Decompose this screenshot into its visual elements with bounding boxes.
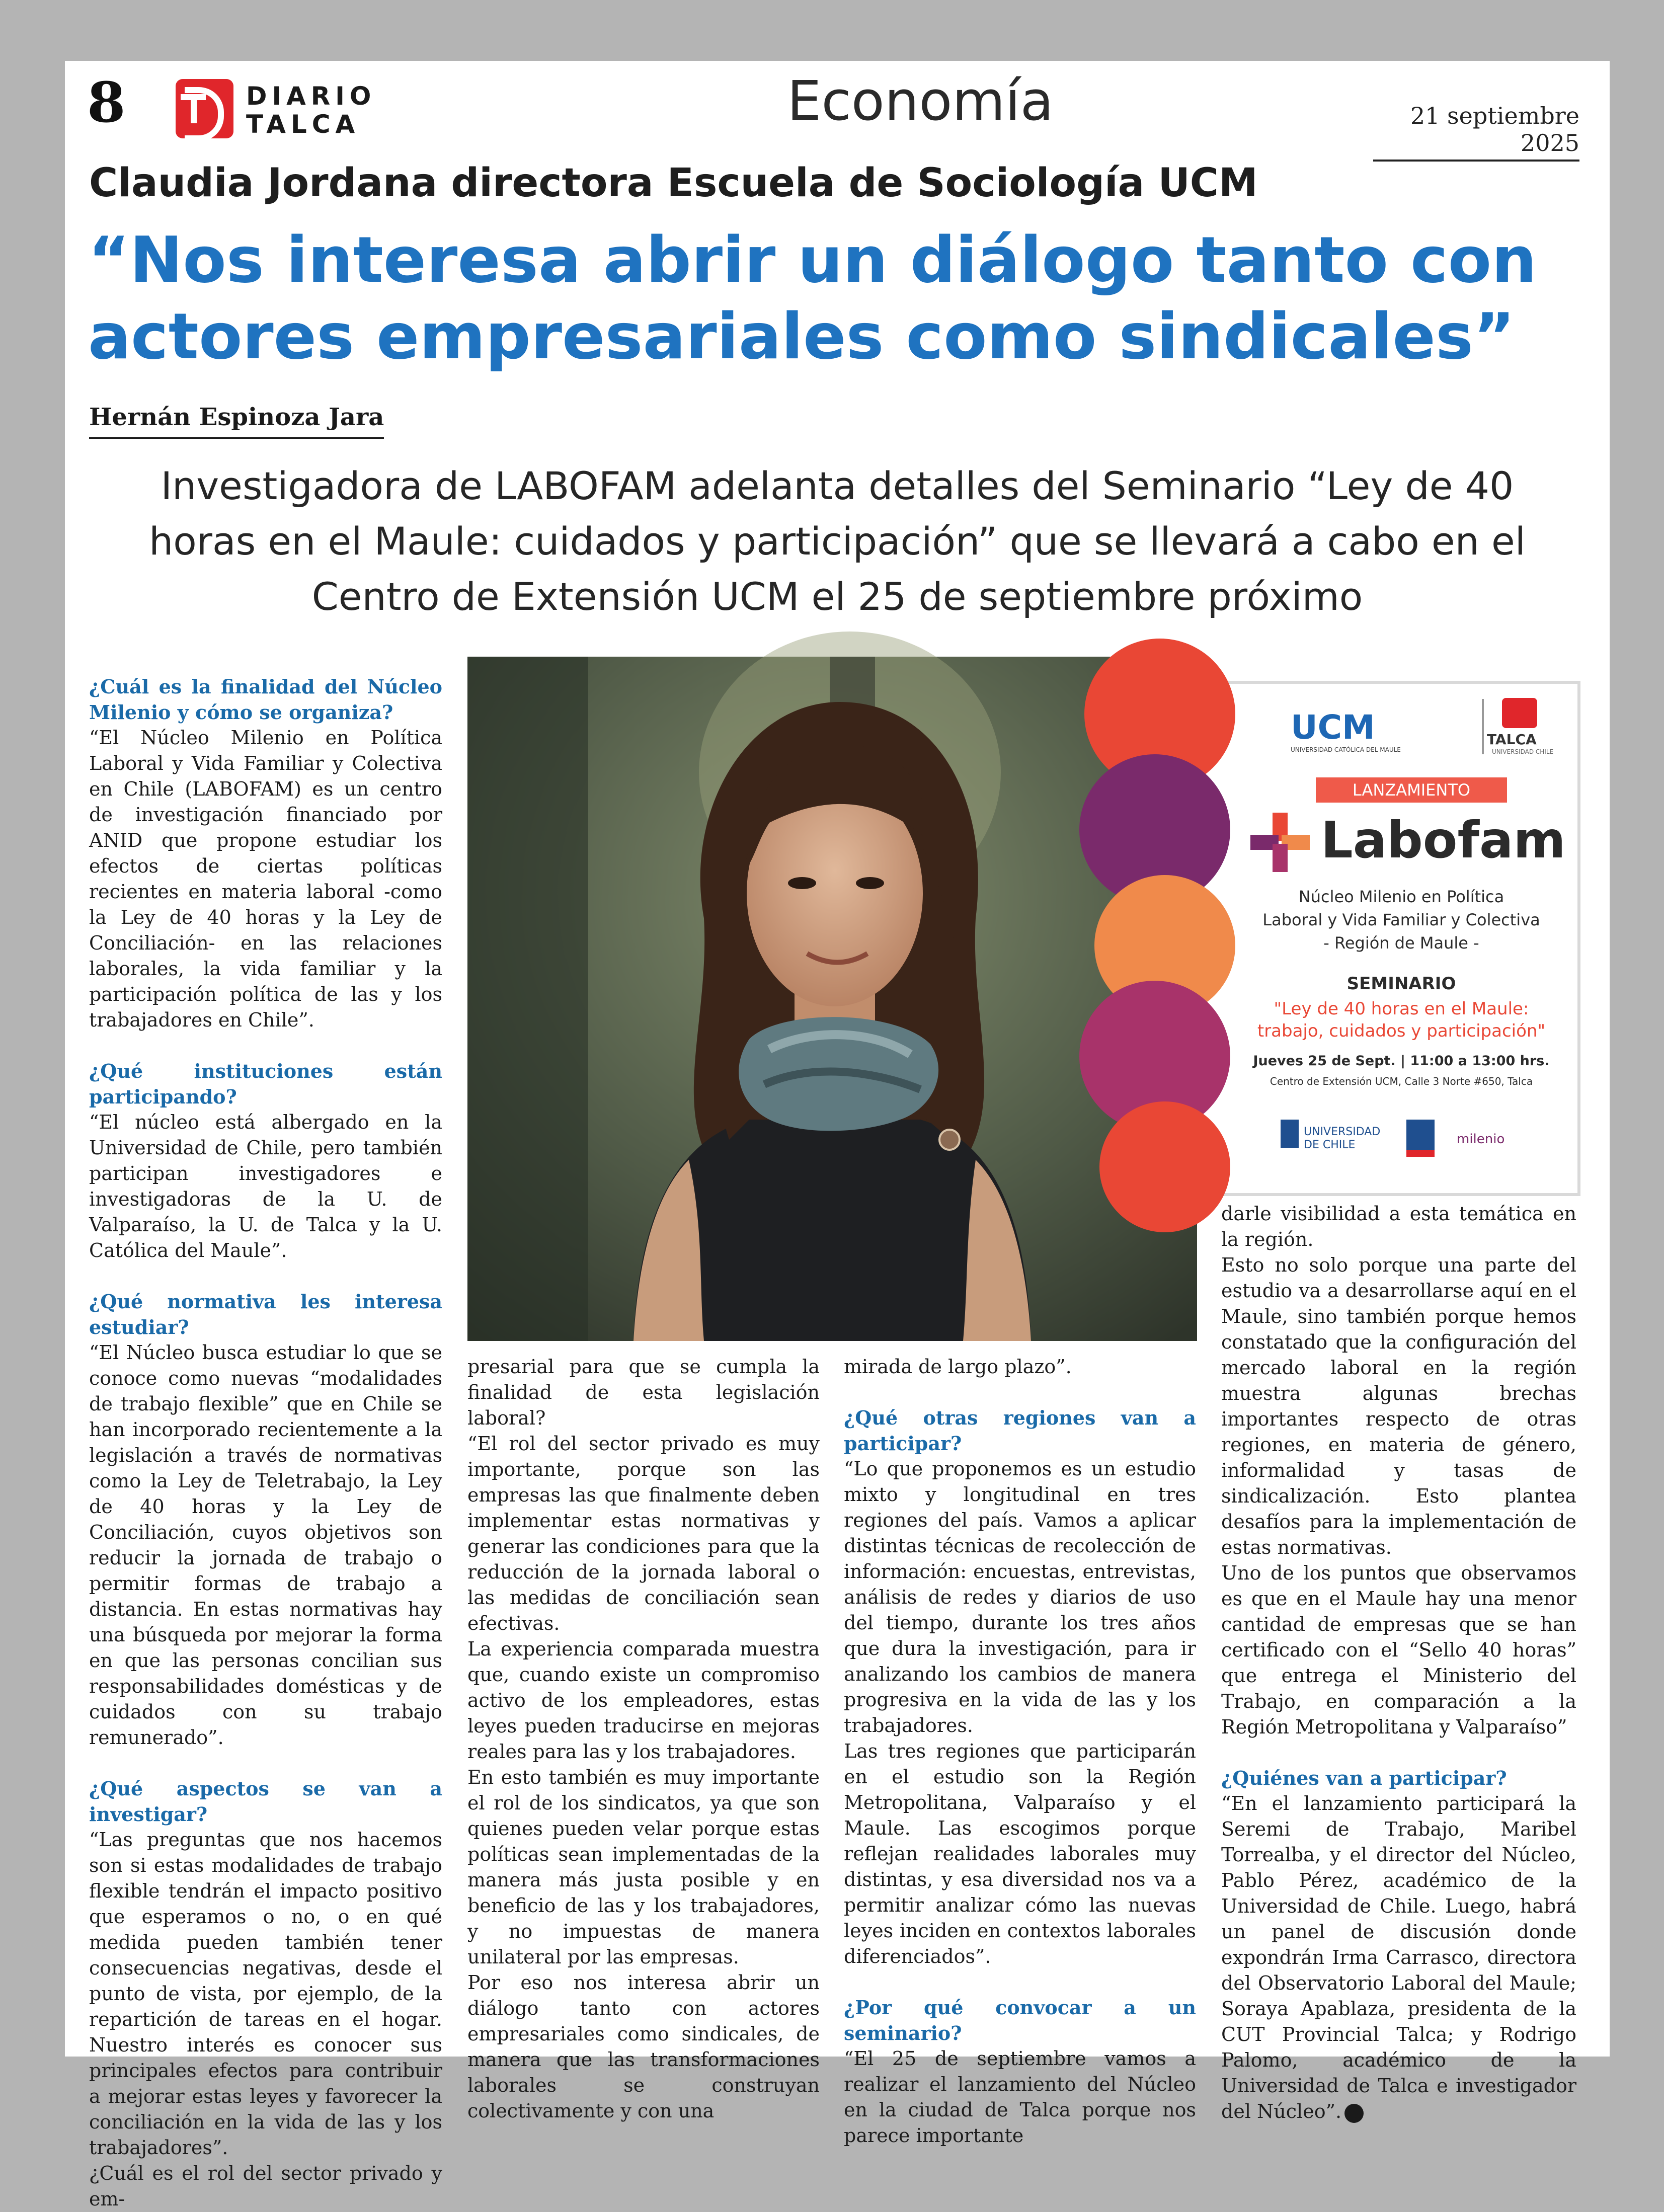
answer-paragraph: “El 25 de septiembre vamos a realizar el lanzamiento del Núcleo en la ciudad de Talca porque nos parece importante — [844, 2047, 1196, 2147]
poster-where: Centro de Extensión UCM, Calle 3 Norte #650, Talca — [1270, 1075, 1533, 1087]
poster-when: Jueves 25 de Sept. | 11:00 a 13:00 hrs. — [1253, 1053, 1550, 1069]
poster-title-2: trabajo, cuidados y participación" — [1257, 1021, 1546, 1041]
answer-paragraph — [1221, 1791, 1576, 2124]
article-kicker: Claudia Jordana directora Escuela de Sociología UCM — [89, 161, 1258, 206]
answer-paragraph: La experiencia comparada muestra que, cuando existe un compromiso activo de los empleadores, estas leyes pueden traducirse en mejoras reales para las y los trabajadores. — [467, 1638, 820, 1763]
poster-milenio: milenio — [1457, 1132, 1505, 1147]
answer-paragraph: mirada de largo plazo”. — [844, 1356, 1072, 1378]
talca-shield-icon — [1502, 698, 1537, 728]
question-heading: ¿Qué otras regiones van a participar? — [844, 1406, 1196, 1455]
article-column-2 — [467, 1354, 820, 2124]
article-headline — [88, 222, 1598, 375]
gobierno-chile-icon — [1406, 1120, 1435, 1157]
answer-paragraph: “Lo que proponemos es un estudio mixto y longitudinal en tres regiones del país. Vamos a aplicar distintas técnicas de recolección de información: encuestas, entrevistas, análisis de redes y diarios de uso del tiempo, durante los tres años que dura la investigación, para ir analizando los cambios de manera progresiva en la vida de las y los trabajadores. — [844, 1458, 1196, 1736]
poster-talca-logo: TALCA — [1487, 731, 1537, 748]
labofam-cross-icon — [1250, 813, 1311, 873]
poster-ucm-logo: UCM — [1291, 708, 1375, 747]
answer-paragraph: presarial para que se cumpla la finalidad de esta legislación laboral? — [467, 1356, 820, 1429]
poster-badge: LANZAMIENTO — [1316, 777, 1507, 803]
answer-paragraph: “Las preguntas que nos hacemos son si estas modalidades de trabajo flexible tendrán el impacto positivo que esperamos o no, o en qué medida pueden también tener consecuencias negativas, desde el punto de vista, por ejemplo, de la repartición de tareas en el hogar. Nuestro interés es conocer sus principales efectos para contribuir a mejorar estas leyes y favorecer la conciliación en la vida de las y los trabajadores”. — [89, 1829, 442, 2159]
question-heading: ¿Por qué convocar a un seminario? — [844, 1996, 1196, 2044]
question-heading: ¿Qué instituciones están participando? — [89, 1060, 442, 1108]
end-of-article-icon — [1344, 2104, 1364, 2123]
portrait-photo — [467, 657, 1197, 1341]
poster-seminar-title — [1200, 998, 1603, 1042]
deck-line-1: Investigadora de LABOFAM adelanta detalles del Seminario “Ley de 40 — [161, 463, 1514, 508]
answer-paragraph: En esto también es muy importante el rol de los sindicatos, ya que son quienes pueden velar porque estas políticas sean implementadas de la manera más justa posible y en beneficio de las y los trabajadores, y no impuestas de manera unilateral por las empresas. — [467, 1766, 820, 1968]
headline-line-2: actores empresariales como sindicales” — [88, 299, 1515, 373]
article-byline: Hernán Espinoza Jara — [89, 403, 384, 439]
answer-paragraph: Las tres regiones que participarán en el estudio son la Región Metropolitana, Valparaíso y el Maule. Las escogimos porque reflejan realidades laborales muy distintas, y esa diversidad nos va a permitir analizar cómo las nuevas leyes inciden en contextos laborales diferenciados”. — [844, 1740, 1196, 1967]
answer-paragraph: Uno de los puntos que observamos es que en el Maule hay una menor cantidad de empresas que se han certificado con el “Sello 40 horas” que entrega el Ministerio del Trabajo, en comparación a la Región Metropolitana y Valparaíso” — [1221, 1562, 1576, 1738]
question-heading: ¿Qué normativa les interesa estudiar? — [89, 1290, 442, 1338]
seminar-poster — [1167, 681, 1580, 1196]
uchile-seal-icon — [1281, 1120, 1299, 1148]
poster-talca-sub: UNIVERSIDAD CHILE — [1492, 748, 1554, 755]
deck-line-2: horas en el Maule: cuidados y participación” que se llevará a cabo en el — [149, 519, 1526, 564]
article-deck — [85, 458, 1590, 624]
question-heading: ¿Quiénes van a participar? — [1221, 1767, 1507, 1789]
answer-paragraph: ¿Cuál es el rol del sector privado y em- — [89, 2162, 442, 2210]
question-heading: ¿Cuál es la finalidad del Núcleo Milenio y cómo se organiza? — [89, 675, 442, 724]
answer-paragraph: “El Núcleo Milenio en Política Laboral y Vida Familiar y Colectiva en Chile (LABOFAM) es un centro de investigación financiado por ANID que propone estudiar los efectos de ciertas políticas recientes en materia laboral -como la Ley de 40 horas y la Ley de Conciliación- en las relaciones laborales, la vida familiar y la participación política de las y los trabajadores en Chile”. — [89, 727, 442, 1031]
poster-seminar-label: SEMINARIO — [1346, 974, 1456, 994]
answer-paragraph: “El núcleo está albergado en la Universidad de Chile, pero también participan investigadores e investigadoras de la U. de Valparaíso, la U. de Talca y la U. Católica del Maule”. — [89, 1111, 442, 1261]
poster-description — [1200, 885, 1603, 955]
logo-line-2: TALCA — [246, 110, 360, 139]
page-number: 8 — [87, 70, 126, 135]
newspaper-page — [65, 61, 1610, 2210]
section-title: Economía — [787, 70, 1054, 133]
poster-line-1: Núcleo Milenio en Política — [1298, 887, 1504, 906]
deck-line-3: Centro de Extensión UCM el 25 de septiembre próximo — [311, 574, 1363, 619]
question-heading: ¿Qué aspectos se van a investigar? — [89, 1777, 442, 1826]
answer-paragraph: “El rol del sector privado es muy importante, porque son las empresas las que finalmente deben implementar estas normativas y generar las condiciones para que la reducción de la jornada laboral o las medidas de conciliación sean efectivas. — [467, 1433, 820, 1634]
answer-paragraph: darle visibilidad a esta temática en la región. — [1221, 1203, 1576, 1250]
answer-paragraph: Esto no solo porque una parte del estudio va a desarrollarse aquí en el Maule, sino también porque hemos constatado que la configuración del mercado laboral en la región muestra algunas brechas importantes respecto de otras regiones, en materia de género, informalidad y tasas de sindicalización. Esto plantea desafíos para la implementación de estas normativas. — [1221, 1254, 1576, 1558]
article-column-4 — [1221, 1201, 1576, 2124]
poster-brand: Labofam — [1321, 811, 1566, 870]
headline-line-1: “Nos interesa abrir un diálogo tanto con — [88, 223, 1537, 297]
diario-talca-logo-icon — [176, 79, 233, 138]
poster-line-2: Laboral y Vida Familiar y Colectiva — [1262, 910, 1540, 929]
poster-line-3: - Región de Maule - — [1323, 933, 1479, 953]
closing-answer: “En el lanzamiento participará la Seremi de Trabajo, Maribel Torrealba, y el director del Núcleo, Pablo Pérez, académico de la Universidad de Chile. Luego, habrá un panel de discusión donde expondrán Irma Carrasco, directora del Observatorio Laboral del Maule; Soraya Apablaza, presidenta de la CUT Provincial Talca; y Rodrigo Palomo, académico de la Universidad de Talca e investigador del Núcleo”. — [1221, 1792, 1576, 2122]
answer-paragraph: Por eso nos interesa abrir un diálogo tanto con actores empresariales como sindicales, de manera que las transformaciones laborales se construyan colectivamente y con una — [467, 1971, 820, 2122]
issue-date: 21 septiembre 2025 — [1373, 102, 1579, 162]
poster-title-1: "Ley de 40 horas en el Maule: — [1274, 999, 1529, 1019]
answer-paragraph: “El Núcleo busca estudiar lo que se conoce como nuevas “modalidades de trabajo flexible” que en Chile se han incorporado recientemente a la legislación a través de normativas como la Ley de Teletrabajo, la Ley de 40 horas y la Ley de Conciliación, cuyos objetivos son reducir la jornada de trabajo o permitir formas de trabajo a distancia. En estas normativas hay una búsqueda por mejorar la forma en que las personas concilian sus responsabilidades domésticas y de cuidados con su trabajo remunerado”. — [89, 1341, 442, 1749]
logo-line-1: DIARIO — [246, 82, 376, 111]
poster-ucm-sub: UNIVERSIDAD CATÓLICA DEL MAULE — [1291, 746, 1401, 753]
article-column-1 — [89, 674, 442, 2212]
masthead-logo-text — [246, 82, 376, 138]
poster-uchile: UNIVERSIDAD DE CHILE — [1304, 1126, 1381, 1151]
article-column-3 — [844, 1354, 1196, 2149]
